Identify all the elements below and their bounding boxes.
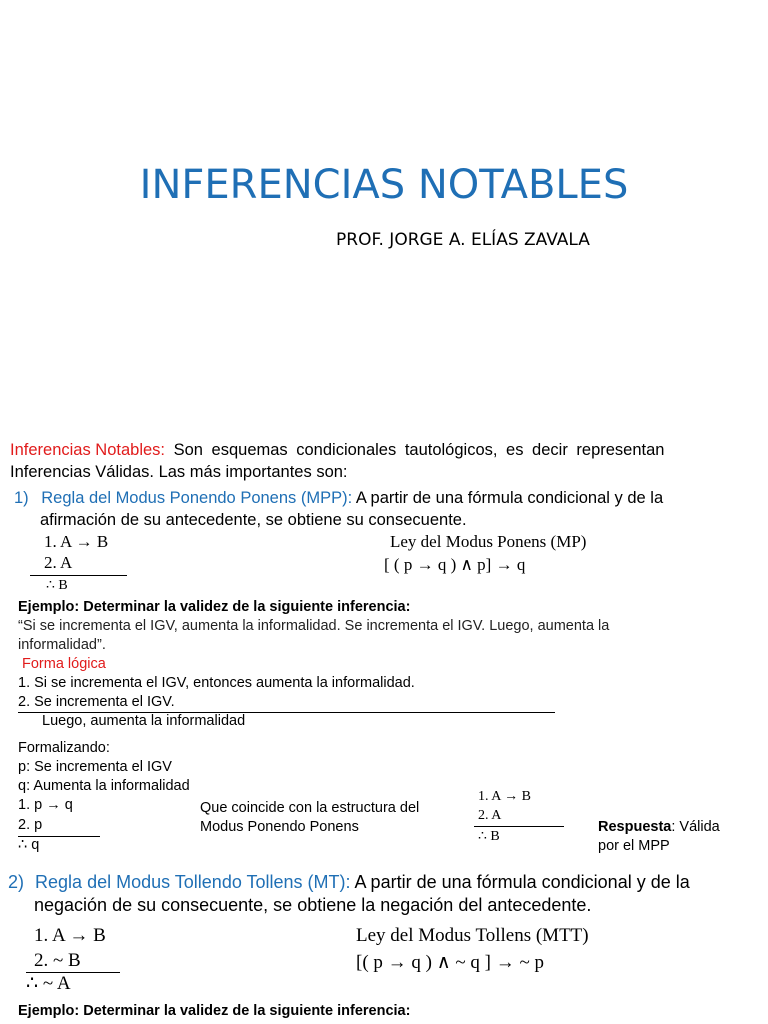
rule2-number: 2) — [8, 872, 25, 892]
page-title: INFERENCIAS NOTABLES — [139, 162, 629, 208]
rule2-scheme-2: 2. ~ B — [34, 950, 81, 971]
rule1-conclusion: Luego, aumenta la informalidad — [42, 713, 246, 729]
intro-text-1: Son esquemas condicionales tautológicos, es decir representan — [165, 441, 665, 459]
rule2-scheme-3: ∴ ~ A — [26, 973, 71, 994]
rule1-scheme-1: 1. A → B — [44, 532, 109, 551]
rule2-desc-1: A partir de una fórmula condicional y de la — [350, 872, 690, 892]
answer-value: : Válida — [671, 819, 720, 835]
scheme-small-2: 2. A — [478, 808, 502, 823]
intro-line-2: Inferencias Válidas. Las más importantes son: — [10, 463, 348, 481]
rule2-example-heading: Ejemplo: Determinar la validez de la siguiente inferencia: — [18, 1003, 411, 1019]
rule1-logic-form-label: Forma lógica — [22, 656, 106, 672]
answer-line-1 — [598, 818, 720, 837]
rule2-heading — [8, 871, 690, 894]
intro-label: Inferencias Notables: — [10, 441, 166, 459]
scheme-small-1: 1. A → B — [478, 789, 531, 804]
answer-line-2: por el MPP — [598, 838, 670, 854]
rule1-number: 1) — [14, 489, 29, 507]
var-q: q: Aumenta la informalidad — [18, 778, 190, 794]
scheme-small-3: ∴ B — [478, 829, 500, 844]
rule1-scheme-2: 2. A — [44, 553, 73, 572]
rule1-desc-1: A partir de una fórmula condicional y de la — [352, 489, 664, 507]
rule1-law-title: Ley del Modus Ponens (MP) — [390, 532, 587, 551]
rule1-scheme-rule — [30, 575, 127, 576]
rule1-law-formula: [ ( p → q ) ∧ p] → q — [384, 555, 526, 574]
rule1-name: Regla del Modus Ponendo Ponens (MPP): — [41, 489, 353, 507]
intro-line-1 — [10, 439, 760, 461]
rule2-desc-2: negación de su consecuente, se obtiene la negación del antecedente. — [34, 895, 592, 915]
coincide-line-2: Modus Ponendo Ponens — [200, 819, 359, 835]
author: PROF. JORGE A. ELÍAS ZAVALA — [336, 230, 590, 250]
answer-label: Respuesta — [598, 819, 672, 835]
scheme-small-rule — [474, 826, 564, 827]
rule1-example-heading: Ejemplo: Determinar la validez de la siguiente inferencia: — [18, 599, 411, 615]
formal-3: ∴ q — [18, 837, 40, 853]
coincide-line-1: Que coincide con la estructura del — [200, 800, 420, 816]
rule2-scheme-1: 1. A → B — [34, 925, 106, 946]
rule2-name: Regla del Modus Tollendo Tollens (MT): — [35, 872, 351, 892]
rule1-heading — [14, 487, 663, 509]
formalizing-label: Formalizando: — [18, 740, 110, 756]
rule1-premise-1: 1. Si se incrementa el IGV, entonces aumenta la informalidad. — [18, 675, 415, 691]
rule1-premise-2: 2. Se incrementa el IGV. — [18, 694, 175, 710]
formal-2: 2. p — [18, 817, 43, 833]
var-p: p: Se incrementa el IGV — [18, 759, 172, 775]
rule1-scheme-3: ∴ B — [46, 578, 68, 593]
rule1-desc-2: afirmación de su antecedente, se obtiene su consecuente. — [40, 511, 467, 529]
formal-1: 1. p → q — [18, 797, 73, 813]
rule2-law-formula: [( p → q ) ∧ ~ q ] → ~ p — [356, 952, 545, 973]
rule2-law-title: Ley del Modus Tollens (MTT) — [356, 925, 589, 946]
rule1-example-text-2: informalidad”. — [18, 637, 106, 653]
rule1-example-text-1: “Si se incrementa el IGV, aumenta la informalidad. Se incrementa el IGV. Luego, aumenta la — [18, 618, 610, 634]
